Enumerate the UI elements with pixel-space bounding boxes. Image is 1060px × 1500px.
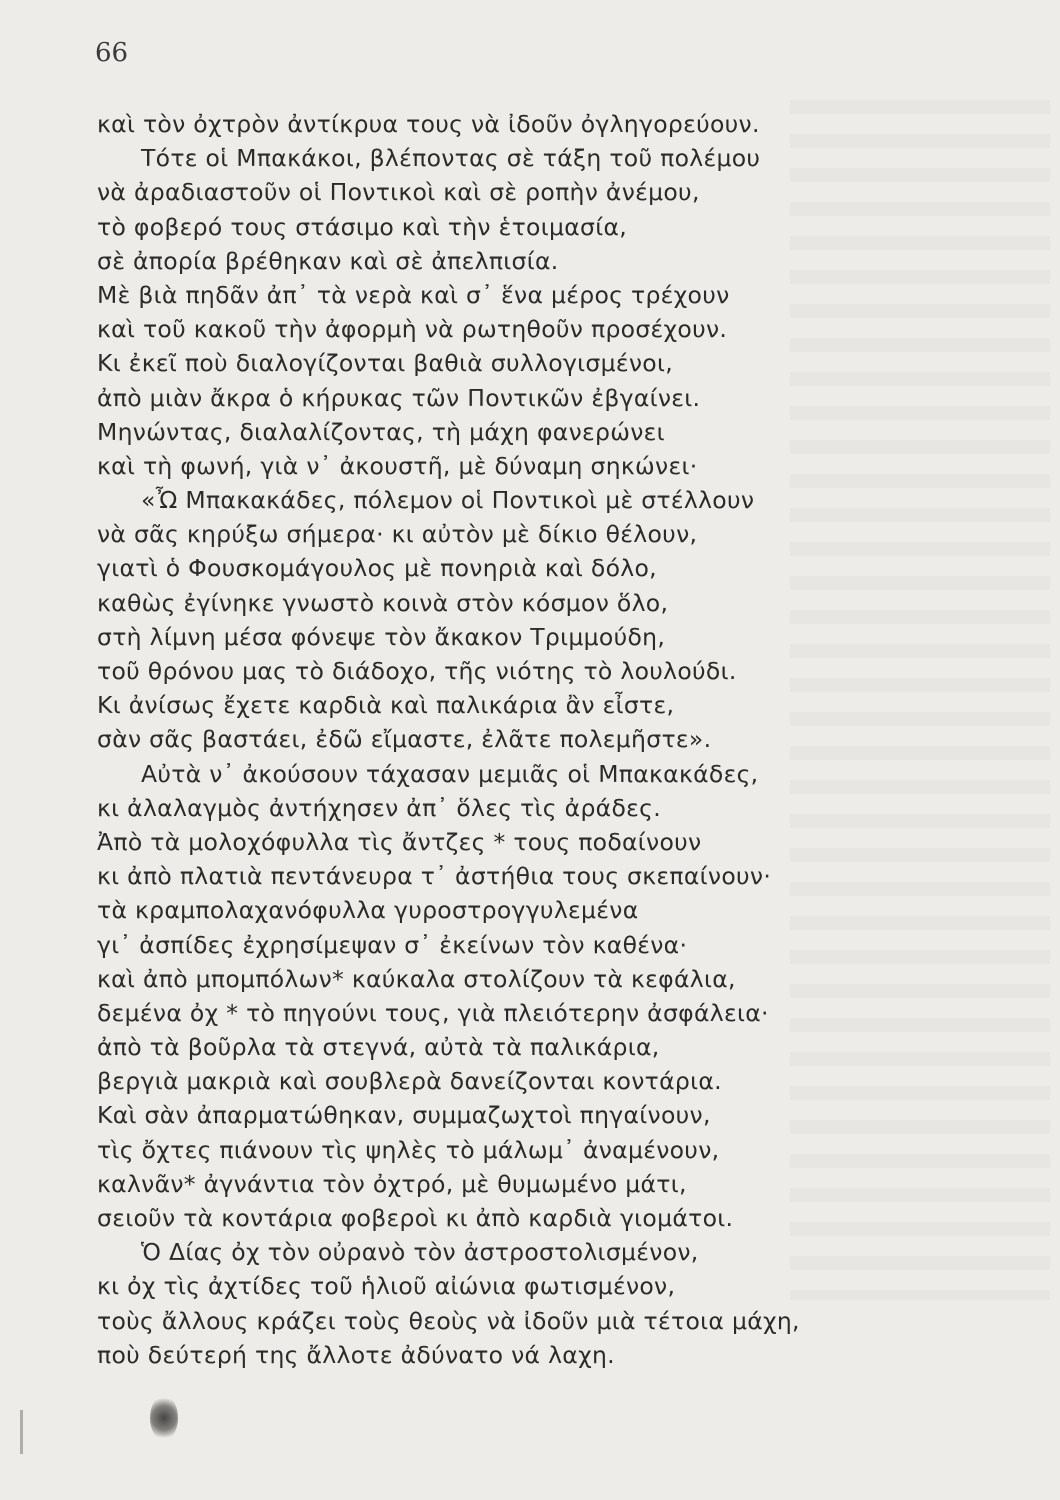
text-line: τοὺς ἄλλους κράζει τοὺς θεοὺς νὰ ἰδοῦν μιὰ τέτοια μάχη, [97,1306,800,1335]
text-line: δεμένα ὀχ * τὸ πηγούνι τους, γιὰ πλειότερην ἀσφάλεια· [97,998,769,1027]
text-line: καὶ ἀπὸ μπομπόλων* καύκαλα στολίζουν τὰ κεφάλια, [97,964,736,993]
text-line: Καὶ σὰν ἀπαρματώθηκαν, συμμαζωχτοὶ πηγαίνουν, [97,1101,711,1130]
text-line: σὲ ἀπορία βρέθηκαν καὶ σὲ ἀπελπισία. [97,246,559,275]
text-line: Κι ἀνίσως ἔχετε καρδιὰ καὶ παλικάρια ἂν εἶστε, [97,691,675,720]
text-line: βεργιὰ μακριὰ καὶ σουβλερὰ δανείζονται κοντάρια. [97,1067,722,1096]
text-line: τοῦ θρόνου μας τὸ διάδοχο, τῆς νιότης τὸ λουλούδι. [97,657,737,685]
page-number: 66 [95,38,129,68]
text-line: Αὐτὰ ν᾽ ἀκούσουν τάχασαν μεμιᾶς οἱ Μπακακάδες, [141,759,759,788]
text-line: καὶ τὸν ὀχτρὸν ἀντίκρυα τους νὰ ἰδοῦν ὀγληγορεύουν. [97,110,760,138]
text-line: ἀπὸ μιὰν ἄκρα ὁ κήρυκας τῶν Ποντικῶν ἐβγαίνει. [97,383,701,412]
text-line: Μηνώντας, διαλαλίζοντας, τὴ μάχη φανερώνει [97,417,665,446]
text-line: Κι ἐκεῖ ποὺ διαλογίζονται βαθιὰ συλλογισμένοι, [97,349,674,378]
edge-mark [20,1410,23,1454]
text-line: καθὼς ἐγίνηκε γνωστὸ κοινὰ στὸν κόσμον ὅλο, [97,588,669,617]
text-line: στὴ λίμνη μέσα φόνεψε τὸν ἄκακον Τριμμούδη, [97,622,666,651]
text-line: κι ἀπὸ πλατιὰ πεντάνευρα τ᾽ ἀστήθια τους σκεπαίνουν· [97,862,772,891]
text-line: «Ὦ Μπακακάδες, πόλεμον οἱ Ποντικοὶ μὲ στέλλουν [141,486,755,515]
text-line: Ὁ Δίας ὀχ τὸν οὐρανὸ τὸν ἀστροστολισμένον, [141,1238,699,1267]
text-line: γι᾽ ἀσπίδες ἐχρησίμεψαν σ᾽ ἐκείνων τὸν καθένα· [97,930,688,959]
text-line: ποὺ δεύτερή της ἄλλοτε ἀδύνατο νά λαχη. [97,1340,615,1369]
text-line: Μὲ βιὰ πηδᾶν ἀπ᾽ τὰ νερὰ καὶ σ᾽ ἕνα μέρος τρέχουν [97,280,730,309]
text-line: καλνᾶν* ἀγνάντια τὸν ὀχτρό, μὲ θυμωμένο μάτι, [97,1169,687,1198]
text-line: καὶ τὴ φωνή, γιὰ ν᾽ ἀκουστῆ, μὲ δύναμη σηκώνει· [97,451,698,480]
poem-text [97,107,917,1372]
text-line: τὶς ὄχτες πιάνουν τὶς ψηλὲς τὸ μάλωμ᾽ ἀναμένουν, [97,1135,720,1164]
ink-smudge [150,1395,178,1441]
text-line: τὰ κραμπολαχανόφυλλα γυροστρογγυλεμένα [97,896,639,925]
text-line: κι ἀλαλαγμὸς ἀντήχησεν ἀπ᾽ ὅλες τὶς ἀράδες. [97,793,661,822]
text-line: κι ὀχ τὶς ἀχτίδες τοῦ ἡλιοῦ αἰώνια φωτισμένον, [97,1272,676,1301]
text-line: καὶ τοῦ κακοῦ τὴν ἀφορμὴ νὰ ρωτηθοῦν προσέχουν. [97,315,728,344]
text-line: ἀπὸ τὰ βοῦρλα τὰ στεγνά, αὐτὰ τὰ παλικάρια, [97,1033,660,1062]
text-line: τὸ φοβερό τους στάσιμο καὶ τὴν ἑτοιμασία, [97,212,628,241]
text-line: σειοῦν τὰ κοντάρια φοβεροὶ κι ἀπὸ καρδιὰ γιομάτοι. [97,1204,734,1232]
text-line: νὰ ἀραδιαστοῦν οἱ Ποντικοὶ καὶ σὲ ροπὴν ἀνέμου, [97,178,700,207]
text-line: σὰν σᾶς βαστάει, ἐδῶ εἴμαστε, ἐλᾶτε πολεμῆστε». [97,725,712,754]
text-line: γιατὶ ὁ Φουσκομάγουλος μὲ πονηριὰ καὶ δόλο, [97,554,657,583]
text-line: Ἀπὸ τὰ μολοχόφυλλα τὶς ἄντζες * τους ποδαίνουν [97,827,702,856]
text-line: νὰ σᾶς κηρύξω σήμερα· κι αὐτὸν μὲ δίκιο θέλουν, [97,520,698,549]
text-line: Τότε οἱ Μπακάκοι, βλέποντας σὲ τάξη τοῦ πολέμου [141,144,761,173]
